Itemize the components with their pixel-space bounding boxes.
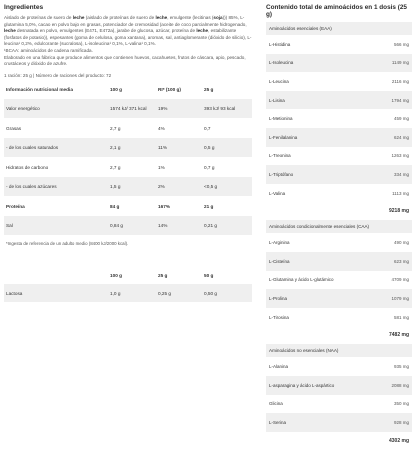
- lactose-25g: 0,25 g: [158, 290, 172, 296]
- nutrient-label: - de los cuales saturados: [6, 145, 59, 150]
- ingredients-text: [4, 15, 252, 48]
- amino-name: L-Histidina: [269, 41, 291, 47]
- amino-section-total: 4302 mg: [388, 437, 409, 444]
- allergen-highlight: soja: [213, 15, 223, 20]
- nutrition-row: [4, 196, 252, 216]
- amino-name: L-Triptófano: [269, 171, 294, 177]
- value-25g: 21 g: [204, 203, 214, 209]
- nutrition-row: [4, 138, 252, 158]
- allergen-highlight: leche: [155, 15, 168, 20]
- amino-name: L-Fenilalanina: [269, 134, 298, 140]
- lactose-100g: 1,0 g: [110, 290, 121, 296]
- amino-row: [266, 395, 412, 414]
- amino-name: L-Tirosina: [269, 314, 289, 320]
- amino-row: [266, 308, 412, 327]
- amino-value: 624 mg: [393, 134, 409, 140]
- amino-value: 2088 mg: [391, 382, 409, 388]
- amino-name: L-Valina: [269, 190, 286, 196]
- amino-value: 1149 mg: [391, 60, 409, 66]
- value-25g: 393 kJ/ 93 kcal: [204, 106, 236, 111]
- amino-name: L-Serina: [269, 419, 287, 425]
- amino-value: 350 mg: [393, 401, 409, 407]
- ingredient-segment: desnatada en polvo, emulgentes (E471, E472a), jarabe de glucosa, azúcar, proteína de: [15, 28, 197, 34]
- nutrient-label: Grasas: [6, 125, 22, 131]
- amino-row: [266, 54, 412, 73]
- lactose-row: [4, 284, 252, 302]
- nutrient-label: Sal: [6, 223, 13, 228]
- amino-row: [266, 128, 412, 147]
- nutrition-header-label: Información nutricional media: [6, 87, 73, 93]
- amino-value: 623 mg: [393, 258, 409, 264]
- amino-section-total: 7482 mg: [388, 332, 409, 339]
- serving-info: 1 ración: 25 g | Número de raciones del producto: 72: [4, 72, 112, 78]
- value-100g: 2,7 g: [110, 164, 121, 170]
- nutrition-header-ri: RI* (100 g): [158, 87, 181, 93]
- amino-name: L-Metionina: [269, 116, 293, 122]
- nutrition-row: [4, 99, 252, 119]
- amino-value: 581 mg: [393, 314, 409, 320]
- nutrition-header-25g: 25 g: [204, 87, 214, 93]
- value-ri: 19%: [158, 106, 168, 111]
- amino-list: [266, 22, 412, 450]
- amino-value: 4709 mg: [391, 277, 409, 283]
- amino-name: L-asparagina y ácido L-aspártico: [269, 382, 335, 388]
- value-100g: 84 g: [110, 203, 120, 209]
- allergen-highlight: leche: [196, 28, 209, 34]
- amino-row: [266, 413, 412, 432]
- lactose-table: [4, 266, 252, 302]
- ingredient-segment: Aislado de proteínas de suero de: [4, 15, 73, 20]
- value-100g: 2,7 g: [110, 125, 121, 131]
- amino-value: 928 mg: [393, 419, 409, 425]
- amino-row: [266, 376, 412, 395]
- amino-name: L-Treonina: [269, 153, 291, 159]
- nutrition-row: [4, 216, 252, 236]
- nutrition-table: [4, 81, 252, 236]
- amino-value: 490 mg: [393, 240, 409, 246]
- amino-row: [266, 357, 412, 376]
- nutrient-label: Proteína: [6, 203, 25, 209]
- lactose-label: Lactosa: [6, 290, 23, 296]
- value-ri: 4%: [158, 125, 165, 131]
- nutrition-row: [4, 118, 252, 138]
- amino-panel: [266, 4, 412, 450]
- amino-row: [266, 35, 412, 54]
- amino-section-header: Aminoácidos no esenciales (NAA): [266, 344, 412, 357]
- amino-row: [266, 165, 412, 184]
- value-25g: 0,7 g: [204, 164, 215, 170]
- amino-row: [266, 91, 412, 110]
- value-25g: <0,5 g: [204, 184, 218, 189]
- ingredient-segment: ))) 85%, L-glutamina 5,0%, cacao en polvo bajo en grasas, potenciador de cremosidad (aceite de coco parcialmente hidrogenado,: [4, 15, 247, 27]
- value-25g: 0,7: [204, 125, 211, 131]
- value-100g: 1574 kJ/ 371 kcal: [110, 106, 147, 111]
- amino-value: 1113 mg: [392, 190, 409, 196]
- value-ri: 11%: [158, 145, 168, 150]
- amino-name: L-Alanina: [269, 364, 289, 370]
- amino-name: L-Isoleucina: [269, 60, 294, 66]
- allergens-note: Elaborado en una fábrica que produce alimentos que contienen huevos, cacahuetes, frutos de cáscara, apio, pescado, crustáceos y dióxido de azufre.: [4, 54, 246, 67]
- nutrient-label: - de los cuales azúcares: [6, 184, 57, 189]
- ingredient-segment: , emulgente (lecitinas (: [167, 15, 214, 20]
- amino-row: [266, 184, 412, 203]
- lactose-50g: 0,50 g: [204, 290, 218, 296]
- nutrition-row: [4, 177, 252, 197]
- amino-row: [266, 271, 412, 290]
- amino-value: 1263 mg: [391, 153, 409, 159]
- amino-name: L-Lisina: [269, 97, 285, 103]
- lactose-header-25g: 25 g: [158, 272, 168, 278]
- amino-row: [266, 72, 412, 91]
- amino-value: 459 mg: [393, 116, 409, 122]
- lactose-header-50g: 50 g: [204, 272, 214, 278]
- amino-row: [266, 109, 412, 128]
- amino-name: L-Leucina: [269, 78, 289, 84]
- amino-row: [266, 289, 412, 308]
- value-ri: 14%: [158, 223, 168, 228]
- value-100g: 1,5 g: [110, 184, 121, 189]
- amino-value: 2116 mg: [391, 78, 409, 84]
- ingredients-panel: [4, 4, 252, 302]
- amino-row: [266, 233, 412, 252]
- amino-name: L-Prolina: [269, 295, 288, 301]
- value-ri: 167%: [158, 203, 170, 209]
- ingredient-segment: (aislado de proteínas de suero de: [84, 15, 156, 20]
- amino-value: 334 mg: [393, 171, 409, 177]
- allergen-highlight: leche: [4, 28, 16, 34]
- nutrition-footnote: *Ingesta de referencia de un adulto medio (8400 kJ/2000 kcal).: [6, 241, 129, 247]
- amino-section-total: 9218 mg: [388, 208, 409, 215]
- amino-name: L-Glutamina y ácido L-glutámico: [269, 277, 334, 283]
- amino-section-header: Aminoácidos esenciales (EAA): [266, 22, 412, 35]
- value-100g: 0,84 g: [110, 223, 124, 228]
- amino-row: [266, 252, 412, 271]
- amino-title: Contenido total de aminoácidos en 1 dosis (25 g): [266, 4, 407, 18]
- value-100g: 2,1 g: [110, 145, 121, 150]
- bcaa-footnote: ¹BCAA: aminoácidos de cadena ramificada.: [4, 47, 93, 53]
- nutrition-row: [4, 157, 252, 177]
- amino-value: 1794 mg: [391, 97, 409, 103]
- nutrient-label: Valor energético: [6, 106, 40, 111]
- nutrition-header: [4, 81, 252, 99]
- lactose-header: [4, 266, 252, 284]
- amino-value: 1079 mg: [391, 295, 409, 301]
- amino-value: 566 mg: [393, 41, 409, 47]
- allergen-highlight: leche: [72, 15, 85, 20]
- amino-name: L-Cisteína: [269, 258, 290, 264]
- value-ri: 2%: [158, 184, 165, 189]
- nutrient-label: Hidratos de carbono: [6, 164, 49, 170]
- value-ri: 1%: [158, 164, 165, 170]
- amino-section-header: Aminoácidos condicionalmente esenciales (CAA): [266, 220, 412, 233]
- ingredient-segment: , estabilizante (fosfatos de potasio)), espesantes (goma de celulosa, goma xantana), aromas, sal, antiaglomerante (dióxido de silicio), L-leucina¹ 0,2%, edulcorante (sucralosa), L-isoleucina¹ 0,1%, L-valina¹ 0,1%.: [4, 28, 252, 47]
- amino-row: [266, 147, 412, 166]
- ingredients-heading: Ingredientes: [4, 4, 44, 11]
- amino-name: Glicina: [269, 401, 283, 407]
- value-25g: 0,21 g: [204, 223, 218, 228]
- lactose-header-100g: 100 g: [110, 272, 122, 278]
- nutrition-header-100g: 100 g: [110, 87, 122, 93]
- amino-name: L-Arginina: [269, 240, 290, 246]
- value-25g: 0,5 g: [204, 145, 215, 150]
- amino-value: 935 mg: [393, 364, 409, 370]
